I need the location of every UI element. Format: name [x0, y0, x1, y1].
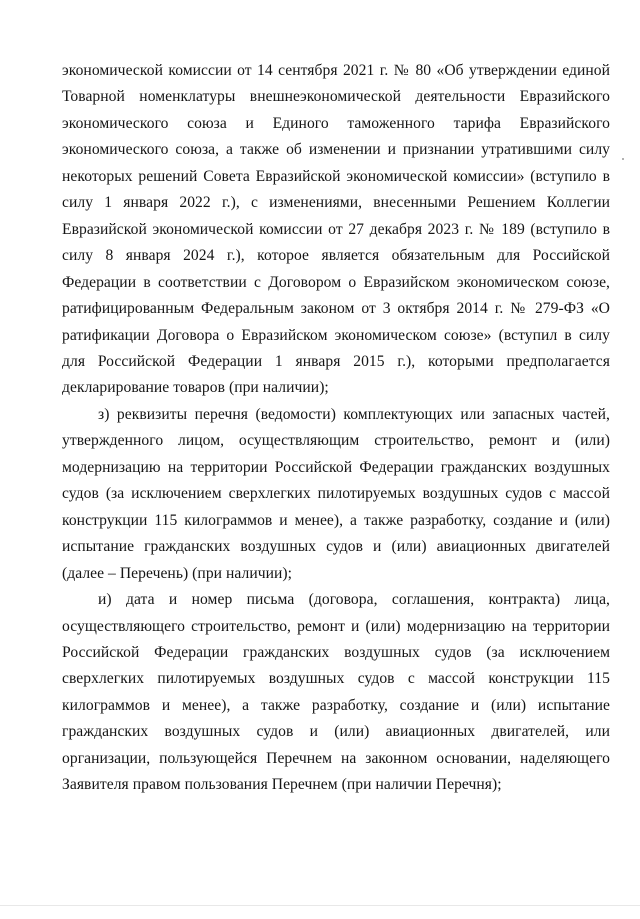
document-body	[62, 58, 610, 799]
paragraph-continuation: экономической комиссии от 14 сентября 2021 г. № 80 «Об утверждении единой Товарной номенклатуры внешнеэкономической деятельности Евразийского экономического союза и Единого таможенного тарифа Евразийского экономического союза, а также об изменении и признании утратившими силу некоторых решений Совета Евразийской экономической комиссии» (вступило в силу 1 января 2022 г.), с изменениями, внесенными Решением Коллегии Евразийской экономической комиссии от 27 декабря 2023 г. № 189 (вступило в силу 8 января 2024 г.), которое является обязательным для Российской Федерации в соответствии с Договором о Евразийском экономическом союзе, ратифицированным Федеральным законом от 3 октября 2014 г. № 279-ФЗ «О ратификации Договора о Евразийском экономическом союзе» (вступил в силу для Российской Федерации 1 января 2015 г.), которыми предполагается декларирование товаров (при наличии);	[62, 62, 610, 397]
page-bottom-edge	[0, 905, 640, 906]
paragraph-item-z: з) реквизиты перечня (ведомости) комплектующих или запасных частей, утвержденного лицом, осуществляющим строительство, ремонт и (или) модернизацию на территории Российской Федерации гражданских воздушных судов (за исключением сверхлегких пилотируемых воздушных судов с массой конструкции 115 килограммов и менее), а также разработку, создание и (или) испытание гражданских воздушных судов и (или) авиационных двигателей (далее – Перечень) (при наличии);	[62, 405, 610, 582]
paragraph-item-i: и) дата и номер письма (договора, соглашения, контракта) лица, осуществляющего строительство, ремонт и (или) модернизацию на территории Российской Федерации гражданских воздушных судов (за исключением сверхлегких пилотируемых воздушных судов с массой конструкции 115 килограммов и менее), а также разработку, создание и (или) испытание гражданских воздушных судов и (или) авиационных двигателей, или организации, пользующейся Перечнем на законном основании, наделяющего Заявителя правом пользования Перечнем (при наличии Перечня);	[62, 591, 610, 794]
scan-speck	[622, 158, 624, 160]
